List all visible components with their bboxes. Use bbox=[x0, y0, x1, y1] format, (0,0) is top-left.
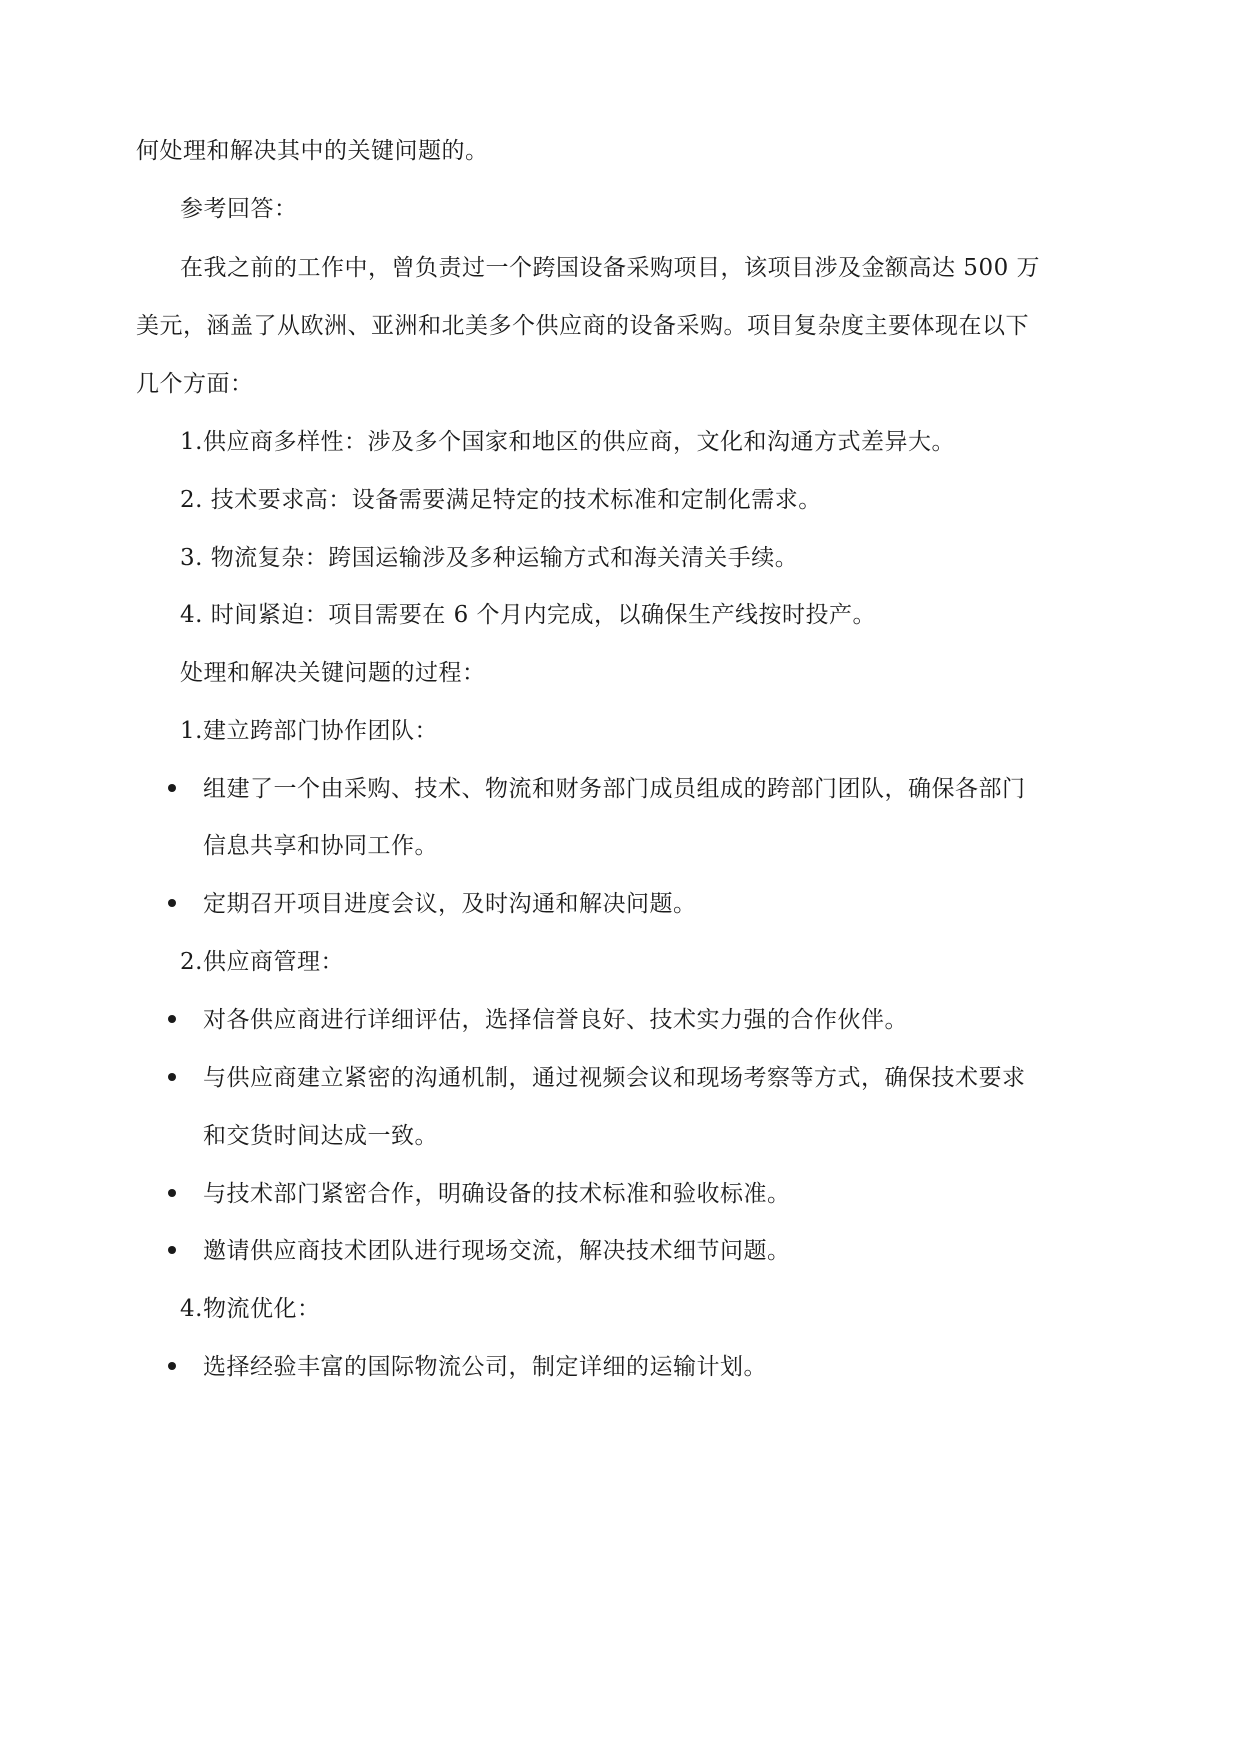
complexity-item: 3. 物流复杂：跨国运输涉及多种运输方式和海关清关手续。 bbox=[180, 545, 799, 571]
bullet-item: 组建了一个由采购、技术、物流和财务部门成员组成的跨部门团队，确保各部门 bbox=[203, 776, 1026, 802]
bullet-item: 对各供应商进行详细评估，选择信誉良好、技术实力强的合作伙伴。 bbox=[203, 1007, 908, 1033]
bullet-item: 定期召开项目进度会议，及时沟通和解决问题。 bbox=[203, 891, 697, 917]
bullet-item: 与供应商建立紧密的沟通机制，通过视频会议和现场考察等方式，确保技术要求 bbox=[203, 1065, 1026, 1091]
para1-line: 几个方面： bbox=[136, 371, 254, 397]
bullet-dot bbox=[168, 1015, 176, 1023]
complexity-item: 2. 技术要求高：设备需要满足特定的技术标准和定制化需求。 bbox=[180, 487, 822, 513]
bullet-dot bbox=[168, 784, 176, 792]
intro-tail: 何处理和解决其中的关键问题的。 bbox=[136, 138, 489, 164]
bullet-item: 邀请供应商技术团队进行现场交流，解决技术细节问题。 bbox=[203, 1238, 791, 1264]
bullet-dot bbox=[168, 1246, 176, 1254]
complexity-item: 1.供应商多样性：涉及多个国家和地区的供应商，文化和沟通方式差异大。 bbox=[180, 429, 955, 455]
bullet-item: 选择经验丰富的国际物流公司，制定详细的运输计划。 bbox=[203, 1354, 767, 1380]
para1-line: 美元，涵盖了从欧洲、亚洲和北美多个供应商的设备采购。项目复杂度主要体现在以下 bbox=[136, 313, 1029, 339]
bullet-dot bbox=[168, 1073, 176, 1081]
bullet-item: 与技术部门紧密合作，明确设备的技术标准和验收标准。 bbox=[203, 1181, 791, 1207]
bullet-item-cont: 和交货时间达成一致。 bbox=[203, 1123, 438, 1149]
process-heading: 处理和解决关键问题的过程： bbox=[180, 660, 486, 686]
complexity-item: 4. 时间紧迫：项目需要在 6 个月内完成，以确保生产线按时投产。 bbox=[180, 602, 877, 628]
para1-line: 在我之前的工作中，曾负责过一个跨国设备采购项目，该项目涉及金额高达 500 万 bbox=[180, 255, 1041, 281]
bullet-dot bbox=[168, 899, 176, 907]
answer-label: 参考回答： bbox=[180, 196, 298, 222]
section-title: 4.物流优化： bbox=[180, 1296, 321, 1322]
bullet-dot bbox=[168, 1362, 176, 1370]
bullet-dot bbox=[168, 1189, 176, 1197]
bullet-item-cont: 信息共享和协同工作。 bbox=[203, 833, 438, 859]
section-title: 1.建立跨部门协作团队： bbox=[180, 718, 438, 744]
section-title: 2.供应商管理： bbox=[180, 949, 344, 975]
